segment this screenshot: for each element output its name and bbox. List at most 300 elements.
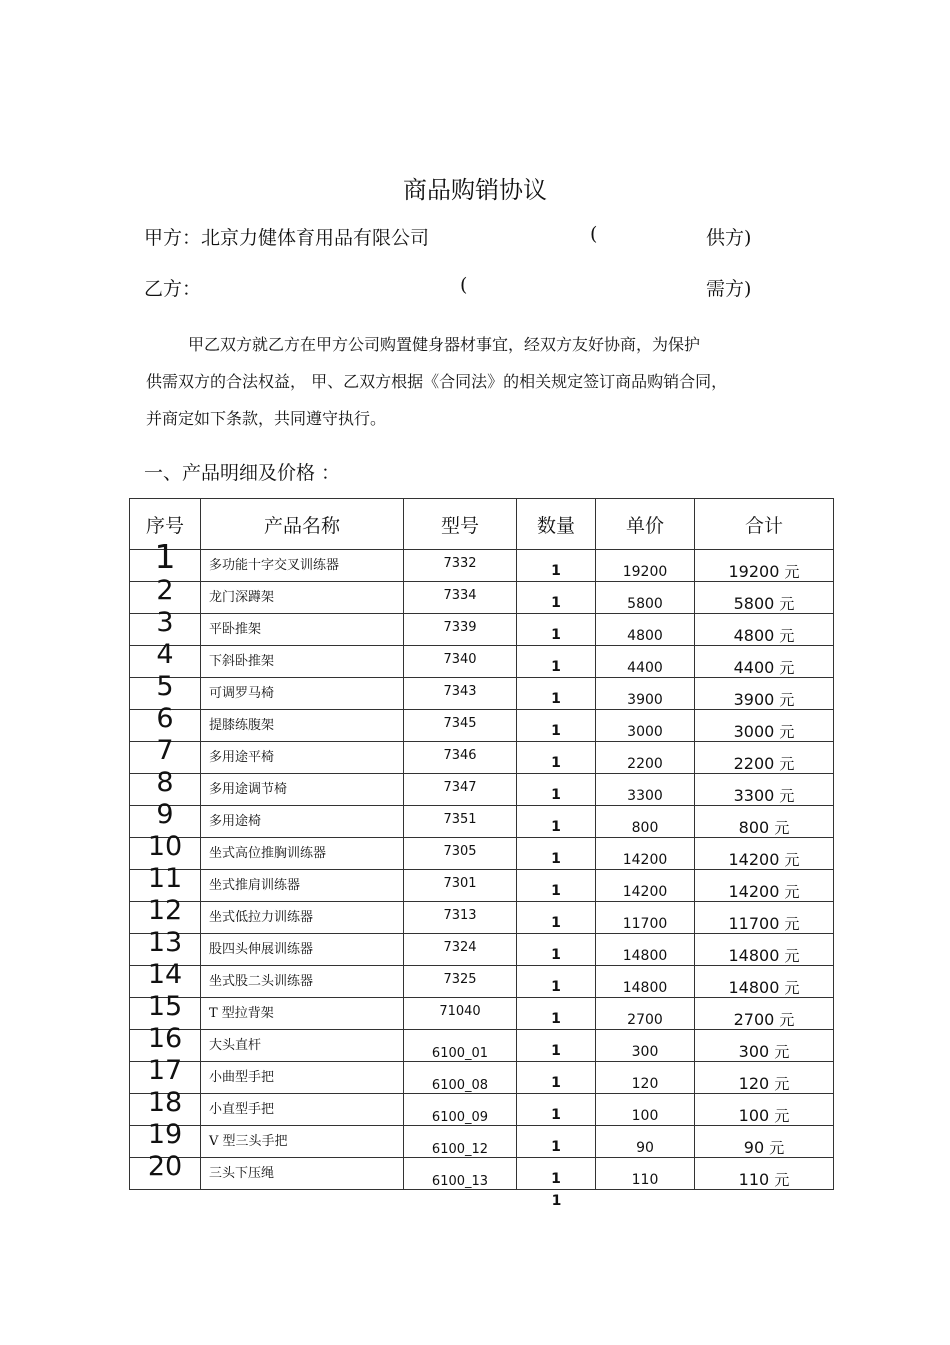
cell-no [130,1151,201,1190]
line-total [695,881,833,902]
cell-total [695,582,834,614]
cell-qty [517,774,596,806]
cell-name [201,838,404,870]
cell-total [695,1030,834,1062]
section-heading-products: 一、产品明细及价格 ： [144,462,341,484]
line-total-value: 5800 [733,594,775,613]
line-total-value: 4400 [733,658,775,677]
line-total [695,721,833,742]
currency-unit: 元 [769,1139,785,1157]
row-number: 4 [156,639,174,670]
unit-price: 3300 [627,788,663,804]
product-model: 71040 [439,1004,481,1019]
product-qty: 1 [551,659,561,675]
cell-price [596,998,695,1030]
product-qty: 1 [551,1171,561,1187]
cell-total [695,710,834,742]
currency-unit: 元 [774,1043,790,1061]
cell-price [596,806,695,838]
cell-model [404,614,517,646]
cell-qty [517,870,596,902]
table-row [130,806,834,838]
cell-model [404,646,517,678]
line-total [695,913,833,934]
row-number: 11 [147,863,183,894]
product-name: 坐式高位推胸训练器 [209,846,327,861]
line-total [695,1169,833,1190]
table-row [130,678,834,710]
product-model: 6100_01 [431,1046,489,1061]
cell-name [201,1126,404,1158]
currency-unit: 元 [779,723,795,741]
line-total-value: 14800 [728,946,780,965]
table-row [130,1094,834,1126]
table-row [130,646,834,678]
cell-price [596,1030,695,1062]
row-number: 2 [156,575,174,606]
line-total [695,849,833,870]
header-name: 产品名称 [201,499,404,550]
cell-total [695,806,834,838]
cell-model [404,582,517,614]
product-name: 多用途椅 [209,814,262,829]
cell-name [201,742,404,774]
cell-total [695,774,834,806]
cell-price [596,870,695,902]
line-total-value: 110 [738,1170,770,1189]
cell-price [596,1126,695,1158]
cell-price [596,646,695,678]
table-row [130,966,834,998]
line-total-value: 14800 [728,978,780,997]
line-total [695,689,833,710]
header-no: 序号 [130,499,201,550]
cell-qty [517,582,596,614]
party-a-open-paren: ( [590,223,598,245]
product-name: 小直型手把 [209,1102,275,1117]
line-total [695,1073,833,1094]
unit-price: 100 [631,1108,659,1124]
cell-total [695,998,834,1030]
cell-qty [517,614,596,646]
cell-name [201,870,404,902]
product-qty: 1 [551,723,561,739]
cell-name [201,998,404,1030]
cell-qty [517,902,596,934]
cell-model [404,550,517,582]
cell-total [695,742,834,774]
line-total [695,593,833,614]
product-qty: 1 [551,819,561,835]
unit-price: 2700 [627,1012,663,1028]
cell-name [201,710,404,742]
product-qty: 1 [551,691,561,707]
product-qty: 1 [551,787,561,803]
line-total [695,561,833,582]
currency-unit: 元 [784,915,800,933]
product-model: 6100_12 [431,1142,489,1157]
cell-price [596,966,695,998]
cell-price [596,774,695,806]
party-b-open-paren: ( [460,274,468,296]
cell-model [404,806,517,838]
table-row [130,550,834,582]
cell-qty [517,998,596,1030]
table-row [130,1158,834,1190]
cell-qty [517,806,596,838]
table-row [130,1126,834,1158]
product-model: 6100_13 [431,1174,489,1189]
table-row [130,582,834,614]
currency-unit: 元 [784,947,800,965]
header-qty: 数量 [517,499,596,550]
unit-price: 14800 [622,948,668,964]
cell-price [596,934,695,966]
document-title: 商品购销协议 [403,176,547,204]
cell-price [596,550,695,582]
cell-price [596,838,695,870]
unit-price: 4800 [627,628,663,644]
table-row [130,774,834,806]
currency-unit: 元 [784,563,800,581]
cell-qty [517,934,596,966]
line-total-value: 100 [738,1106,770,1125]
unit-price: 14800 [622,980,668,996]
product-qty: 1 [551,979,561,995]
currency-unit: 元 [779,787,795,805]
table-row [130,710,834,742]
line-total-value: 19200 [728,562,780,581]
party-b-role: 需方) [706,278,752,300]
product-qty: 1 [551,851,561,867]
paragraph-line-1: 甲乙双方就乙方在甲方公司购置健身器材事宜，经双方友好协商，为保护 [188,335,701,354]
cell-qty [517,1126,596,1158]
cell-qty [517,646,596,678]
line-total-value: 2700 [733,1010,775,1029]
product-name: 小曲型手把 [209,1070,275,1085]
product-model: 7305 [443,844,477,859]
cell-name [201,550,404,582]
line-total-value: 300 [738,1042,770,1061]
cell-qty [517,678,596,710]
cell-name [201,1158,404,1190]
product-name: 多功能十字交叉训练器 [209,558,340,573]
row-number: 8 [156,767,174,798]
line-total-value: 3900 [733,690,775,709]
cell-total [695,966,834,998]
currency-unit: 元 [779,691,795,709]
product-qty: 1 [551,1011,561,1027]
product-model: 7325 [443,972,477,987]
product-name: 多用途平椅 [209,750,275,765]
row-number: 18 [147,1087,183,1118]
product-qty: 1 [551,915,561,931]
cell-model [404,1158,517,1190]
line-total-value: 800 [738,818,770,837]
product-model: 7345 [443,716,477,731]
cell-model [404,966,517,998]
currency-unit: 元 [774,1075,790,1093]
line-total-value: 4800 [733,626,775,645]
cell-total [695,678,834,710]
product-model: 7351 [443,812,477,827]
cell-name [201,646,404,678]
cell-model [404,838,517,870]
cell-total [695,646,834,678]
table-row [130,934,834,966]
unit-price: 14200 [622,852,668,868]
product-qty: 1 [551,595,561,611]
line-total [695,657,833,678]
product-name: 坐式推肩训练器 [209,878,301,893]
cell-total [695,550,834,582]
currency-unit: 元 [779,595,795,613]
cell-model [404,870,517,902]
line-total-value: 3300 [733,786,775,805]
header-model: 型号 [404,499,517,550]
cell-price [596,1094,695,1126]
unit-price: 3000 [627,724,663,740]
product-qty: 1 [551,1043,561,1059]
cell-qty [517,710,596,742]
row-number: 16 [147,1023,183,1054]
currency-unit: 元 [779,627,795,645]
product-qty: 1 [551,947,561,963]
table-row [130,902,834,934]
line-total-value: 14200 [728,850,780,869]
product-qty: 1 [551,1139,561,1155]
cell-model [404,1030,517,1062]
line-total [695,785,833,806]
product-name: 平卧推架 [209,622,262,637]
product-name: T 型拉背架 [209,1006,274,1021]
unit-price: 90 [636,1140,654,1156]
cell-model [404,902,517,934]
cell-price [596,1062,695,1094]
unit-price: 110 [631,1172,659,1188]
line-total [695,817,833,838]
line-total-value: 90 [743,1138,765,1157]
cell-price [596,678,695,710]
cell-name [201,1094,404,1126]
header-price: 单价 [596,499,695,550]
line-total [695,625,833,646]
cell-total [695,838,834,870]
line-total [695,1041,833,1062]
product-name: 龙门深蹲架 [209,590,275,605]
cell-name [201,582,404,614]
product-model: 7332 [443,556,477,571]
row-number: 1 [154,537,176,576]
paragraph-line-2: 供需双方的合法权益， 甲、乙双方根据《合同法》的相关规定签订商品购销合同， [146,372,728,391]
product-qty: 1 [551,755,561,771]
cell-total [695,1094,834,1126]
unit-price: 5800 [627,596,663,612]
cell-model [404,1126,517,1158]
currency-unit: 元 [784,883,800,901]
cell-model [404,774,517,806]
product-name: 坐式低拉力训练器 [209,910,314,925]
party-b-label: 乙方： [144,278,202,300]
cell-price [596,902,695,934]
table-row [130,870,834,902]
cell-price [596,614,695,646]
cell-name [201,1030,404,1062]
product-qty: 1 [551,1075,561,1091]
product-model: 7340 [443,652,477,667]
line-total [695,1105,833,1126]
cell-qty [517,1062,596,1094]
line-total [695,977,833,998]
party-a-role: 供方) [706,227,752,249]
product-model: 7346 [443,748,477,763]
product-name: 三头下压绳 [209,1166,275,1181]
unit-price: 800 [631,820,659,836]
cell-price [596,710,695,742]
cell-total [695,1126,834,1158]
table-row [130,838,834,870]
line-total-value: 120 [738,1074,770,1093]
product-name: 可调罗马椅 [209,686,275,701]
currency-unit: 元 [779,1011,795,1029]
cell-model [404,1062,517,1094]
cell-total [695,614,834,646]
unit-price: 3900 [627,692,663,708]
row-number: 17 [147,1055,183,1086]
cell-total [695,902,834,934]
line-total-value: 3000 [733,722,775,741]
cell-model [404,1094,517,1126]
table-row [130,1030,834,1062]
currency-unit: 元 [774,1171,790,1189]
header-total: 合计 [695,499,834,550]
product-name: 下斜卧推架 [209,654,275,669]
unit-price: 4400 [627,660,663,676]
cell-name [201,806,404,838]
product-model: 7334 [443,588,477,603]
cell-model [404,742,517,774]
product-table [129,498,834,1190]
cell-name [201,774,404,806]
currency-unit: 元 [774,1107,790,1125]
cell-name [201,678,404,710]
cell-model [404,710,517,742]
unit-price: 11700 [622,916,668,932]
party-a-label: 甲方：北京力健体育用品有限公司 [144,227,430,249]
unit-price: 2200 [627,756,663,772]
product-model: 7339 [443,620,477,635]
row-number: 6 [156,703,174,734]
product-name: 提膝练腹架 [209,718,275,733]
product-model: 7324 [443,940,477,955]
row-number: 10 [147,831,183,862]
cell-total [695,934,834,966]
product-model: 7301 [443,876,477,891]
table-row [130,742,834,774]
cell-price [596,1158,695,1190]
cell-qty [517,1158,596,1190]
product-name: 多用途调节椅 [209,782,288,797]
cell-qty [517,550,596,582]
product-qty: 1 [551,627,561,643]
row-number: 15 [147,991,183,1022]
cell-model [404,998,517,1030]
currency-unit: 元 [779,755,795,773]
cell-name [201,966,404,998]
line-total [695,753,833,774]
cell-qty [517,742,596,774]
product-name: V 型三头手把 [209,1134,288,1149]
cell-model [404,678,517,710]
cell-qty [517,966,596,998]
paragraph-line-3: 并商定如下条款，共同遵守执行。 [146,409,387,428]
product-name: 股四头伸展训练器 [209,942,314,957]
cell-qty [517,838,596,870]
cell-price [596,742,695,774]
currency-unit: 元 [784,851,800,869]
unit-price: 19200 [622,564,668,580]
row-number: 7 [156,735,174,766]
row-number: 5 [156,671,174,702]
cell-name [201,1062,404,1094]
currency-unit: 元 [779,659,795,677]
table-row [130,998,834,1030]
product-qty: 1 [551,883,561,899]
cell-model [404,934,517,966]
table-header-row [130,499,834,550]
product-model: 7347 [443,780,477,795]
cell-price [596,582,695,614]
row-number: 19 [147,1119,183,1150]
cell-qty [517,1030,596,1062]
row-number: 3 [156,607,174,638]
product-qty: 1 [551,563,561,579]
unit-price: 120 [631,1076,659,1092]
row-number: 13 [147,927,183,958]
product-model: 7313 [443,908,477,923]
row-number: 14 [147,959,183,990]
cell-total [695,1062,834,1094]
product-model: 6100_09 [431,1110,489,1125]
row-number: 9 [156,799,174,830]
row-number: 20 [147,1151,183,1182]
cell-name [201,614,404,646]
unit-price: 300 [631,1044,659,1060]
trailing-quantity: 1 [551,1193,562,1209]
cell-total [695,870,834,902]
product-name: 坐式股二头训练器 [209,974,314,989]
line-total-value: 14200 [728,882,780,901]
row-number: 12 [147,895,183,926]
line-total-value: 2200 [733,754,775,773]
line-total [695,1009,833,1030]
cell-total [695,1158,834,1190]
line-total [695,1137,833,1158]
table-row [130,1062,834,1094]
unit-price: 14200 [622,884,668,900]
cell-name [201,902,404,934]
cell-qty [517,1094,596,1126]
product-model: 6100_08 [431,1078,489,1093]
product-name: 大头直杆 [209,1038,262,1053]
table-row [130,614,834,646]
product-model: 7343 [443,684,477,699]
product-qty: 1 [551,1107,561,1123]
currency-unit: 元 [784,979,800,997]
currency-unit: 元 [774,819,790,837]
line-total [695,945,833,966]
cell-name [201,934,404,966]
